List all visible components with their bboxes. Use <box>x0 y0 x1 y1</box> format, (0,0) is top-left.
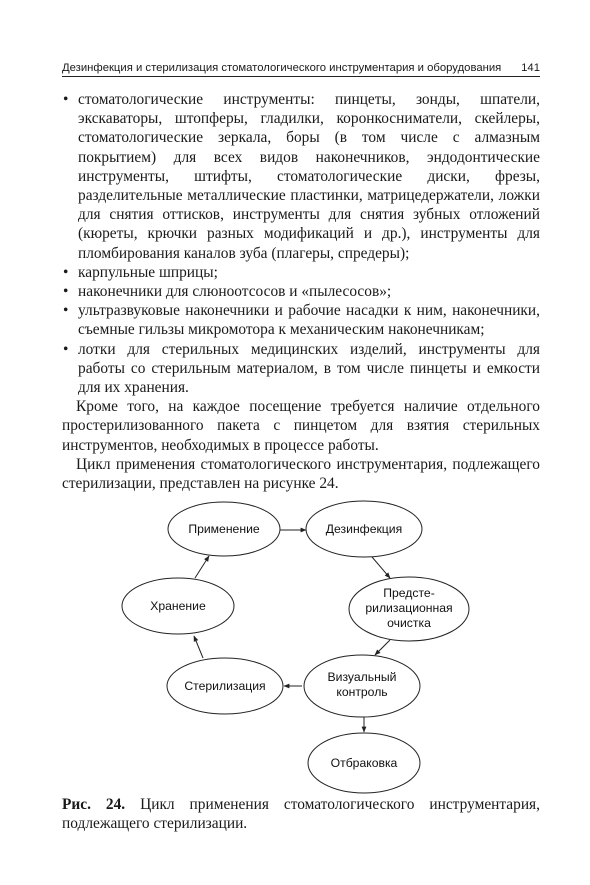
node-sterilizaciya <box>167 658 283 714</box>
page-number: 141 <box>521 62 540 74</box>
arrow-predsterilizacionnaya-to-vizualnyi <box>375 640 390 655</box>
running-title: Дезинфекция и стерилизация стоматологического инструментария и оборудования <box>62 62 502 74</box>
figure-label: Рис. 24. <box>62 796 126 813</box>
node-label: Визуальный <box>327 670 397 684</box>
arrow-dezinfekciya-to-predsterilizacionnaya <box>372 557 390 578</box>
arrow-sterilizaciya-to-hranenie <box>194 636 203 658</box>
node-label: Применение <box>188 522 260 536</box>
node-dezinfekciya <box>306 501 422 557</box>
node-label: Отбраковка <box>330 756 398 770</box>
list-item-text: стоматологические инструменты: пинцеты, зонды, шпатели, экскаваторы, штопферы, гладилки, коронкосниматели, скейлеры, стоматологические зеркала, боры (в том числе с алмазным покрытием) для всех видов наконечников, эндодонтические инструменты, штифты, стоматологические диски, фрезы, разделительные металлические пластинки, матрицедержатели, ложки для снятия оттисков, инструменты для снятия зубных отложений (кюреты, крючки разных модификаций и др.), инструменты для пломбирования каналов зуба (плагеры, спредеры); <box>78 91 540 262</box>
node-label: Предсте- <box>383 586 435 600</box>
node-label: Стерилизация <box>184 679 266 693</box>
bullet-marker: • <box>63 283 69 301</box>
node-hranenie <box>122 578 234 634</box>
node-label: Хранение <box>150 599 206 613</box>
paragraph: Цикл применения стоматологического инструментария, подлежащего стерилизации, представлен на рисунке 24. <box>62 455 540 493</box>
node-label: Дезинфекция <box>325 522 403 536</box>
node-vizualnyi-kontrol <box>304 655 420 717</box>
node-label: рилизационная <box>365 601 453 615</box>
arrow-hranenie-to-primenenie <box>195 556 209 578</box>
list-item-text: лотки для стерильных медицинских изделий, инструменты для работы со стерильным материалом, в том числе пинцеты и емкости для их хранения. <box>78 340 540 397</box>
node-label: очистка <box>387 616 431 630</box>
node-label: контроль <box>336 685 388 699</box>
bullet-marker: • <box>63 340 69 358</box>
list-item-text: карпульные шприцы; <box>78 263 218 281</box>
bullet-marker: • <box>63 91 69 108</box>
bullet-marker: • <box>63 302 69 320</box>
list-item-text: ультразвуковые наконечники и рабочие насадки к ним, наконечники, съемные гильзы микромотора к механическим наконечникам; <box>78 302 540 339</box>
node-otbrakovka <box>308 733 420 793</box>
bullet-marker: • <box>63 263 69 281</box>
node-predsterilizacionnaya <box>349 577 469 641</box>
paragraph: Кроме того, на каждое посещение требуется наличие отдельного простерилизованного пакета с пинцетом для взятия стерильных инструментов, необходимых в процессе работы. <box>62 398 540 454</box>
figure-caption-text: Цикл применения стоматологического инструментария, подлежащего стерилизации. <box>62 796 540 833</box>
figure-caption <box>62 795 540 833</box>
list-item-text: наконечники для слюноотсосов и «пылесосов»; <box>78 283 392 301</box>
node-primenenie <box>168 502 280 556</box>
